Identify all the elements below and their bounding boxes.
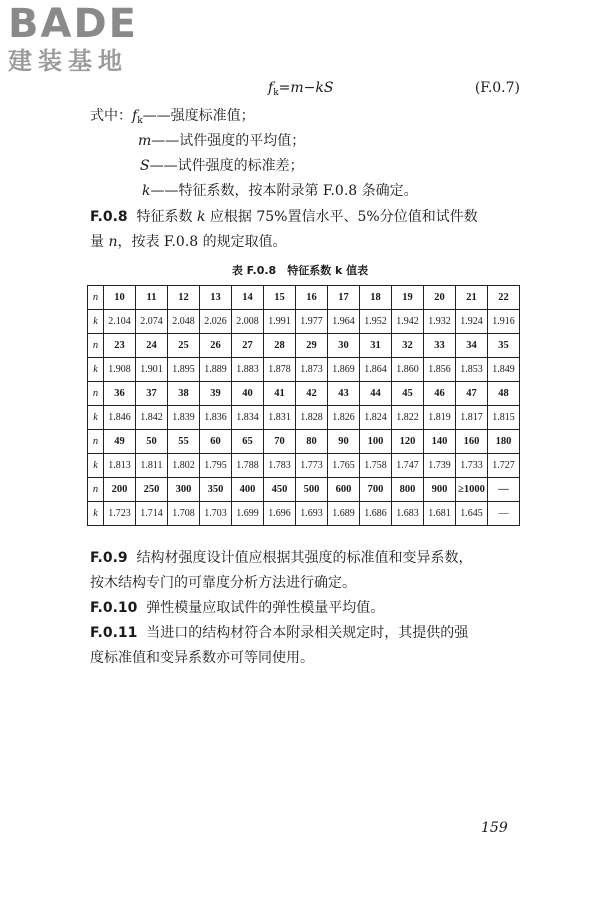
row-label-n: n [88, 334, 104, 358]
clause-f08-line2-b: ，按表 F.0.8 的规定取值。 [117, 234, 287, 250]
sample-size-cell: 32 [392, 334, 424, 358]
k-value-cell: 1.834 [232, 406, 264, 430]
sample-size-cell: 70 [264, 430, 296, 454]
symbol-m: m [138, 133, 152, 149]
k-value-cell: 1.856 [424, 358, 456, 382]
clause-f010 [90, 597, 384, 617]
row-label-n: n [88, 430, 104, 454]
clause-f08-number: F.0.8 [90, 209, 128, 225]
sample-size-cell: 900 [424, 478, 456, 502]
sample-size-cell: 200 [104, 478, 136, 502]
sample-size-cell: 60 [200, 430, 232, 454]
sample-size-cell: 44 [360, 382, 392, 406]
sample-size-cell: 27 [232, 334, 264, 358]
clause-f08-symbol-n: n [108, 234, 118, 250]
definition-intro: 式中： [90, 108, 132, 124]
clause-f011-line2 [90, 647, 314, 667]
definition-fk-text: ——强度标准值； [142, 108, 255, 124]
clause-f010-text: 弹性模量应取试件的弹性模量平均值。 [146, 600, 385, 616]
sample-size-cell: 16 [296, 286, 328, 310]
k-value-cell: 1.681 [424, 502, 456, 526]
table-row [88, 334, 520, 358]
k-value-cell: 1.699 [232, 502, 264, 526]
sample-size-cell: 13 [200, 286, 232, 310]
formula-lhs: f [268, 80, 274, 96]
clause-f08-symbol-k: k [196, 209, 206, 225]
k-value-cell: 1.824 [360, 406, 392, 430]
definition-s [140, 155, 304, 175]
k-value-cell: 1.822 [392, 406, 424, 430]
k-value-cell: 1.849 [488, 358, 520, 382]
sample-size-cell: 800 [392, 478, 424, 502]
k-value-cell: 1.696 [264, 502, 296, 526]
k-value-cell: 1.828 [296, 406, 328, 430]
definition-m [138, 130, 305, 150]
sample-size-cell: 300 [168, 478, 200, 502]
k-value-cell: 1.864 [360, 358, 392, 382]
k-value-cell: 1.889 [200, 358, 232, 382]
clause-f010-number: F.0.10 [90, 600, 138, 616]
sample-size-cell: 22 [488, 286, 520, 310]
sample-size-cell: 28 [264, 334, 296, 358]
k-value-cell: 1.802 [168, 454, 200, 478]
sample-size-cell: 120 [392, 430, 424, 454]
sample-size-cell: 29 [296, 334, 328, 358]
k-value-cell: 1.758 [360, 454, 392, 478]
sample-size-cell: 30 [328, 334, 360, 358]
k-value-cell: 1.714 [136, 502, 168, 526]
sample-size-cell: 15 [264, 286, 296, 310]
k-value-cell: 1.686 [360, 502, 392, 526]
symbol-fk: f [132, 108, 138, 124]
k-value-cell: 1.916 [488, 310, 520, 334]
row-label-k: k [88, 310, 104, 334]
clause-f08-line1 [90, 206, 478, 226]
k-value-cell: 1.924 [456, 310, 488, 334]
sample-size-cell: 180 [488, 430, 520, 454]
clause-f09-text-2: 按木结构专门的可靠度分析方法进行确定。 [90, 575, 356, 591]
sample-size-cell: 49 [104, 430, 136, 454]
table-caption: 表 F.0.8 特征系数 k 值表 [231, 264, 369, 277]
k-value-cell: 1.895 [168, 358, 200, 382]
sample-size-cell: 160 [456, 430, 488, 454]
definition-k [142, 180, 418, 200]
definition-k-text: ——特征系数，按本附录第 F.0.8 条确定。 [150, 183, 418, 199]
k-value-cell: 2.026 [200, 310, 232, 334]
clause-f09-number: F.0.9 [90, 550, 128, 566]
clause-f011-text-1: 当进口的结构材符合本附录相关规定时，其提供的强 [146, 625, 469, 641]
k-value-cell: 1.942 [392, 310, 424, 334]
definition-fk [90, 105, 255, 126]
sample-size-cell: 43 [328, 382, 360, 406]
sample-size-cell: 37 [136, 382, 168, 406]
row-label-k: k [88, 454, 104, 478]
sample-size-cell: 19 [392, 286, 424, 310]
watermark-logo [8, 2, 138, 76]
sample-size-cell: 90 [328, 430, 360, 454]
clause-f08-text-a: 特征系数 [136, 209, 193, 225]
k-value-cell: 1.819 [424, 406, 456, 430]
row-label-k: k [88, 502, 104, 526]
row-label-k: k [88, 406, 104, 430]
k-value-cell: 1.853 [456, 358, 488, 382]
sample-size-cell: 400 [232, 478, 264, 502]
k-value-cell: 1.788 [232, 454, 264, 478]
sample-size-cell: 65 [232, 430, 264, 454]
row-label-n: n [88, 478, 104, 502]
k-value-table [87, 285, 520, 526]
sample-size-cell: 140 [424, 430, 456, 454]
k-value-cell: 1.773 [296, 454, 328, 478]
symbol-fk-subscript: k [137, 116, 143, 126]
formula-row [90, 80, 520, 100]
sample-size-cell: 500 [296, 478, 328, 502]
formula-lhs-subscript: k [273, 88, 279, 98]
sample-size-cell: 38 [168, 382, 200, 406]
k-value-cell: 1.703 [200, 502, 232, 526]
k-value-cell: 1.645 [456, 502, 488, 526]
formula-rhs: =m−kS [278, 80, 334, 96]
clause-f08-line2 [90, 231, 287, 251]
k-value-cell: 1.765 [328, 454, 360, 478]
k-value-cell: 1.952 [360, 310, 392, 334]
k-value-cell: 1.689 [328, 502, 360, 526]
k-value-cell: 1.878 [264, 358, 296, 382]
k-value-cell: 1.839 [168, 406, 200, 430]
sample-size-cell: ≥1000 [456, 478, 488, 502]
clause-f011-text-2: 度标准值和变异系数亦可等同使用。 [90, 650, 314, 666]
k-value-cell: 1.836 [200, 406, 232, 430]
table-row [88, 286, 520, 310]
definition-s-text: ——试件强度的标准差； [149, 158, 304, 174]
sample-size-cell: 40 [232, 382, 264, 406]
table-row [88, 406, 520, 430]
sample-size-cell: 36 [104, 382, 136, 406]
sample-size-cell: 350 [200, 478, 232, 502]
k-value-cell: 1.908 [104, 358, 136, 382]
k-value-cell: 2.008 [232, 310, 264, 334]
clause-f011-number: F.0.11 [90, 625, 138, 641]
k-value-cell: 1.932 [424, 310, 456, 334]
sample-size-cell: 250 [136, 478, 168, 502]
sample-size-cell: 600 [328, 478, 360, 502]
sample-size-cell: 14 [232, 286, 264, 310]
sample-size-cell: — [488, 478, 520, 502]
table-row [88, 502, 520, 526]
symbol-s: S [140, 158, 150, 174]
sample-size-cell: 20 [424, 286, 456, 310]
table-row [88, 454, 520, 478]
k-value-cell: 1.964 [328, 310, 360, 334]
table-row [88, 430, 520, 454]
k-value-cell: 1.795 [200, 454, 232, 478]
row-label-k: k [88, 358, 104, 382]
k-value-cell: 1.873 [296, 358, 328, 382]
k-value-cell: 1.977 [296, 310, 328, 334]
sample-size-cell: 31 [360, 334, 392, 358]
sample-size-cell: 47 [456, 382, 488, 406]
clause-f011-line1 [90, 622, 468, 642]
k-value-cell: 2.048 [168, 310, 200, 334]
clause-f08-line2-a: 量 [90, 234, 104, 250]
sample-size-cell: 55 [168, 430, 200, 454]
logo-subtitle: 建装基地 [8, 47, 128, 75]
k-value-cell: 1.733 [456, 454, 488, 478]
formula-number: (F.0.7) [474, 80, 520, 96]
sample-size-cell: 35 [488, 334, 520, 358]
k-value-cell: 1.683 [392, 502, 424, 526]
k-value-cell: 1.723 [104, 502, 136, 526]
symbol-k: k [142, 183, 151, 199]
k-value-cell: 1.813 [104, 454, 136, 478]
sample-size-cell: 17 [328, 286, 360, 310]
sample-size-cell: 41 [264, 382, 296, 406]
k-value-cell: 1.817 [456, 406, 488, 430]
clause-f08-text-b: 应根据 75%置信水平、5%分位值和试件数 [209, 209, 478, 225]
clause-f09-text-1: 结构材强度设计值应根据其强度的标准值和变异系数， [136, 550, 473, 566]
sample-size-cell: 18 [360, 286, 392, 310]
formula-expression [268, 80, 333, 98]
sample-size-cell: 34 [456, 334, 488, 358]
sample-size-cell: 450 [264, 478, 296, 502]
k-value-cell: 1.869 [328, 358, 360, 382]
row-label-n: n [88, 382, 104, 406]
clause-f09-line2 [90, 572, 356, 592]
definition-m-text: ——试件强度的平均值； [151, 133, 306, 149]
k-value-cell: 1.783 [264, 454, 296, 478]
k-value-cell: 1.811 [136, 454, 168, 478]
k-value-cell: 1.826 [328, 406, 360, 430]
sample-size-cell: 21 [456, 286, 488, 310]
sample-size-cell: 48 [488, 382, 520, 406]
k-value-cell: 1.727 [488, 454, 520, 478]
page-number: 159 [481, 820, 508, 836]
k-value-cell: 1.708 [168, 502, 200, 526]
sample-size-cell: 45 [392, 382, 424, 406]
k-value-cell: — [488, 502, 520, 526]
sample-size-cell: 700 [360, 478, 392, 502]
table-row [88, 358, 520, 382]
sample-size-cell: 46 [424, 382, 456, 406]
sample-size-cell: 26 [200, 334, 232, 358]
sample-size-cell: 39 [200, 382, 232, 406]
k-value-cell: 2.104 [104, 310, 136, 334]
sample-size-cell: 25 [168, 334, 200, 358]
k-value-cell: 1.901 [136, 358, 168, 382]
table-row [88, 310, 520, 334]
sample-size-cell: 11 [136, 286, 168, 310]
table-row [88, 478, 520, 502]
k-value-cell: 1.860 [392, 358, 424, 382]
k-value-cell: 1.842 [136, 406, 168, 430]
logo-wordmark: BADE [8, 1, 138, 47]
sample-size-cell: 50 [136, 430, 168, 454]
k-value-cell: 1.815 [488, 406, 520, 430]
sample-size-cell: 24 [136, 334, 168, 358]
k-value-cell: 1.991 [264, 310, 296, 334]
sample-size-cell: 42 [296, 382, 328, 406]
row-label-n: n [88, 286, 104, 310]
sample-size-cell: 80 [296, 430, 328, 454]
sample-size-cell: 10 [104, 286, 136, 310]
k-value-cell: 1.693 [296, 502, 328, 526]
k-value-cell: 1.846 [104, 406, 136, 430]
k-value-cell: 1.883 [232, 358, 264, 382]
clause-f09-line1 [90, 547, 473, 567]
sample-size-cell: 12 [168, 286, 200, 310]
sample-size-cell: 100 [360, 430, 392, 454]
k-value-cell: 1.747 [392, 454, 424, 478]
k-value-cell: 2.074 [136, 310, 168, 334]
k-value-cell: 1.831 [264, 406, 296, 430]
table-row [88, 382, 520, 406]
sample-size-cell: 23 [104, 334, 136, 358]
k-value-cell: 1.739 [424, 454, 456, 478]
sample-size-cell: 33 [424, 334, 456, 358]
